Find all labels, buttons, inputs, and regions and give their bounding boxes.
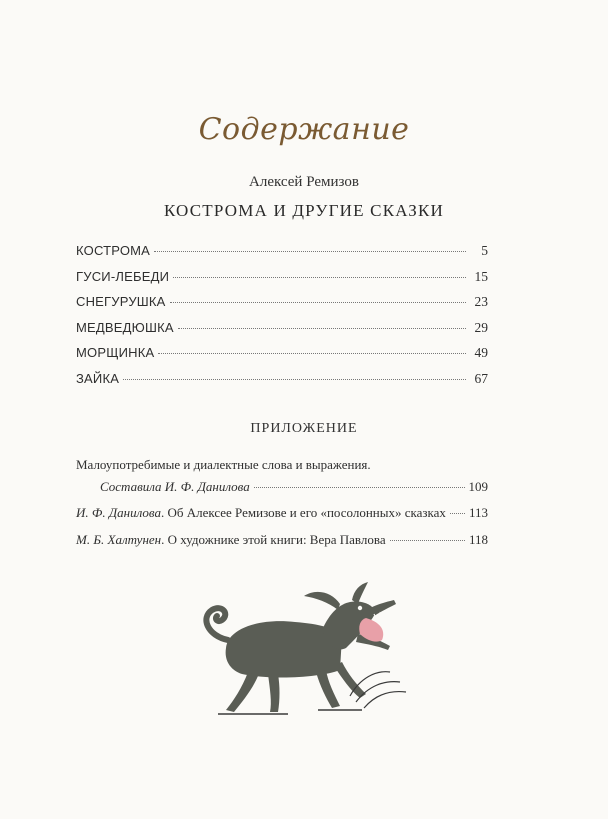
- leader-dots: [154, 251, 466, 252]
- toc-entry-page: 5: [481, 243, 488, 258]
- toc-entry-label: МОРЩИНКА: [76, 345, 155, 360]
- contents-heading: Содержание: [198, 112, 410, 147]
- toc-list: [76, 243, 488, 396]
- appendix-entry-author: И. Ф. Данилова: [76, 505, 161, 520]
- toc-entry-page: 23: [474, 294, 488, 309]
- leader-dots: [390, 540, 465, 541]
- appendix-entry[interactable]: [76, 532, 488, 548]
- appendix-entry-text: . Об Алексее Ремизове и его «посолонных» сказках: [160, 505, 446, 520]
- appendix-entry-page: 113: [468, 505, 488, 520]
- toc-entry[interactable]: [76, 320, 488, 346]
- toc-entry-page: 15: [474, 268, 488, 284]
- leader-dots: [170, 302, 466, 303]
- leader-dots: [254, 487, 465, 488]
- toc-entry-label: ГУСИ-ЛЕБЕДИ: [76, 268, 170, 284]
- leader-dots: [173, 277, 466, 278]
- leader-dots: [178, 328, 466, 329]
- toc-entry-label: ЗАЙКА: [76, 370, 120, 386]
- toc-entry-page: 29: [474, 319, 488, 335]
- toc-entry-page: 49: [474, 345, 488, 360]
- appendix-entry-page: 109: [468, 479, 488, 494]
- toc-entry-label: СНЕГУРУШКА: [76, 294, 166, 309]
- toc-entry[interactable]: [76, 371, 488, 397]
- leader-dots: [123, 379, 466, 380]
- toc-entry[interactable]: [76, 294, 488, 320]
- appendix-entry[interactable]: [76, 505, 488, 521]
- author-name: Алексей Ремизов: [249, 174, 359, 190]
- toc-entry-label: МЕДВЕДЮШКА: [76, 319, 174, 335]
- appendix-entry-author: М. Б. Халтунен: [76, 532, 162, 547]
- toc-entry[interactable]: [76, 269, 488, 295]
- appendix-entry-text: Малоупотребимые и диалектные слова и выражения.: [76, 457, 371, 472]
- appendix-heading: ПРИЛОЖЕНИЕ: [250, 421, 358, 436]
- dog-illustration: [190, 578, 420, 728]
- leader-dots: [158, 353, 466, 354]
- toc-entry-page: 67: [474, 370, 488, 386]
- appendix-entry-text: . О художнике этой книги: Вера Павлова: [161, 532, 386, 547]
- book-title: КОСТРОМА И ДРУГИЕ СКАЗКИ: [163, 201, 445, 220]
- leader-dots: [450, 513, 465, 514]
- appendix-entry-author: Составила И. Ф. Данилова: [100, 479, 250, 494]
- toc-entry[interactable]: [76, 243, 488, 269]
- appendix-entry-page: 118: [468, 532, 488, 547]
- toc-entry[interactable]: [76, 345, 488, 371]
- toc-entry-label: КОСТРОМА: [76, 243, 151, 258]
- appendix-entry[interactable]: [76, 457, 488, 495]
